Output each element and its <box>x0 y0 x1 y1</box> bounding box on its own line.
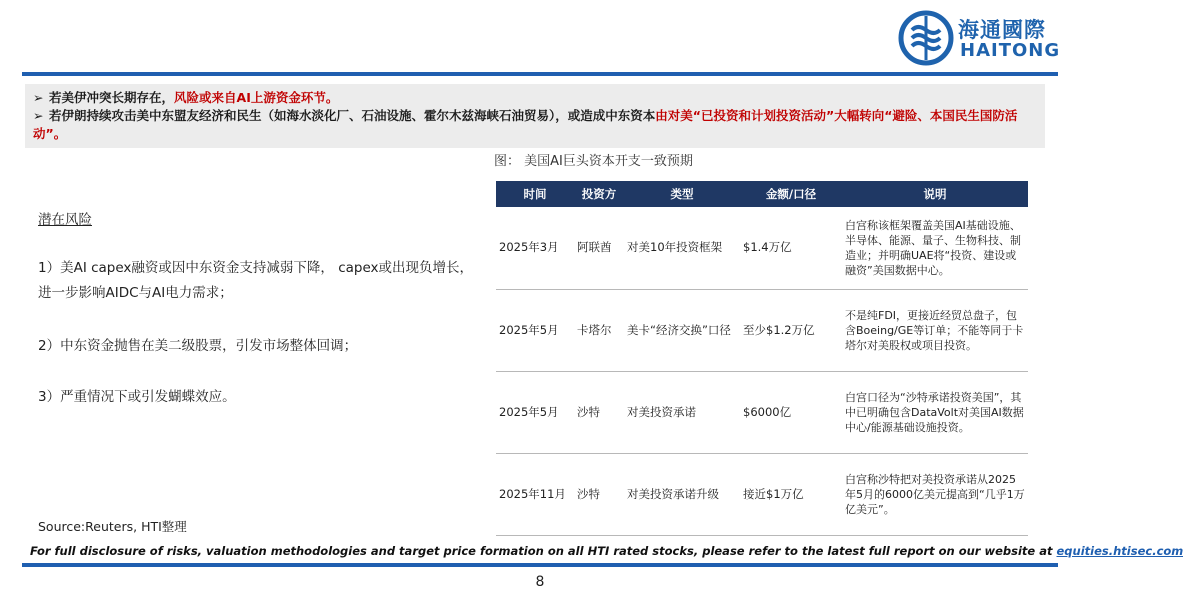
header-note: 说明 <box>842 181 1028 207</box>
cell-note: 白宫口径为“沙特承诺投资美国”，其中已明确包含DataVolt对美国AI数据中心/能源基础设施投资。 <box>842 371 1028 453</box>
cell-note: 不是纯FDI，更接近经贸总盘子，包含Boeing/GE等订单；不能等同于卡塔尔对美股权或项目投资。 <box>842 289 1028 371</box>
table-row <box>496 207 1028 289</box>
header-amount: 金额/口径 <box>740 181 842 207</box>
bullet-1-highlight: 风险或来自AI上游资金环节。 <box>174 90 339 105</box>
header-divider <box>22 72 1058 76</box>
haitong-emblem-icon <box>898 10 954 66</box>
disclaimer <box>30 544 1183 558</box>
cell-amount: 接近$1万亿 <box>740 453 842 535</box>
cell-type: 对美投资承诺升级 <box>624 453 740 535</box>
logo-name-en: HAITONG <box>960 40 1061 61</box>
header-time: 时间 <box>496 181 574 207</box>
summary-box <box>25 84 1045 148</box>
cell-note: 白宫称该框架覆盖美国AI基础设施、半导体、能源、量子、生物科技、制造业；并明确UAE将“投资、建设或融资”美国数据中心。 <box>842 207 1028 289</box>
cell-time: 2025年5月 <box>496 289 574 371</box>
source-note: Source:Reuters, HTI整理 <box>38 519 187 534</box>
risk-item-3: 3）严重情况下或引发蝴蝶效应。 <box>38 389 236 405</box>
cell-type: 对美投资承诺 <box>624 371 740 453</box>
bullet-2-highlight: 由对美“已投资和计划投资活动”大幅转向“避险、本国民生国防活动”。 <box>33 108 1018 141</box>
cell-type: 美卡“经济交换”口径 <box>624 289 740 371</box>
cell-investor: 沙特 <box>574 371 624 453</box>
table-row <box>496 289 1028 371</box>
header-type: 类型 <box>624 181 740 207</box>
capex-table <box>496 181 1028 536</box>
cell-investor: 沙特 <box>574 453 624 535</box>
summary-bullet-2 <box>33 107 1038 143</box>
haitong-logo <box>898 8 1061 68</box>
table-header-row <box>496 181 1028 207</box>
cell-note: 白宫称沙特把对美投资承诺从2025年5月的6000亿美元提高到“几乎1万亿美元”。 <box>842 453 1028 535</box>
cell-time: 2025年11月 <box>496 453 574 535</box>
risk-item-1: 1）美AI capex融资或因中东资金支持减弱下降， capex或出现负增长，进一步影响AIDC与AI电力需求； <box>38 260 474 301</box>
table-row <box>496 453 1028 535</box>
cell-time: 2025年3月 <box>496 207 574 289</box>
table-row <box>496 371 1028 453</box>
cell-type: 对美10年投资框架 <box>624 207 740 289</box>
risk-item-2: 2）中东资金抛售在美二级股票，引发市场整体回调； <box>38 338 358 354</box>
logo-name-cn: 海通國際 <box>958 18 1046 42</box>
cell-investor: 阿联酋 <box>574 207 624 289</box>
website-link[interactable]: equities.htisec.com <box>1056 544 1183 558</box>
figure-caption: 图： 美国AI巨头资本开支一致预期 <box>494 154 693 169</box>
arrow-right-icon: ➢ <box>33 90 44 105</box>
risks-heading: 潜在风险 <box>38 212 92 228</box>
cell-investor: 卡塔尔 <box>574 289 624 371</box>
cell-time: 2025年5月 <box>496 371 574 453</box>
bullet-2-text: 若伊朗持续攻击美中东盟友经济和民生（如海水淡化厂、石油设施、霍尔木兹海峡石油贸易），或造成中东资本 <box>49 108 656 123</box>
footer-divider <box>22 563 1058 567</box>
bullet-1-text: 若美伊冲突长期存在， <box>49 90 175 105</box>
disclaimer-text: For full disclosure of risks, valuation methodologies and target price formation on all HTI rated stocks, please refer to the latest full report on our website at <box>30 544 1057 558</box>
summary-bullet-1 <box>33 89 338 107</box>
arrow-right-icon: ➢ <box>33 108 44 123</box>
cell-amount: $1.4万亿 <box>740 207 842 289</box>
cell-amount: 至少$1.2万亿 <box>740 289 842 371</box>
page-number: 8 <box>535 574 545 590</box>
cell-amount: $6000亿 <box>740 371 842 453</box>
header-investor: 投资方 <box>574 181 624 207</box>
